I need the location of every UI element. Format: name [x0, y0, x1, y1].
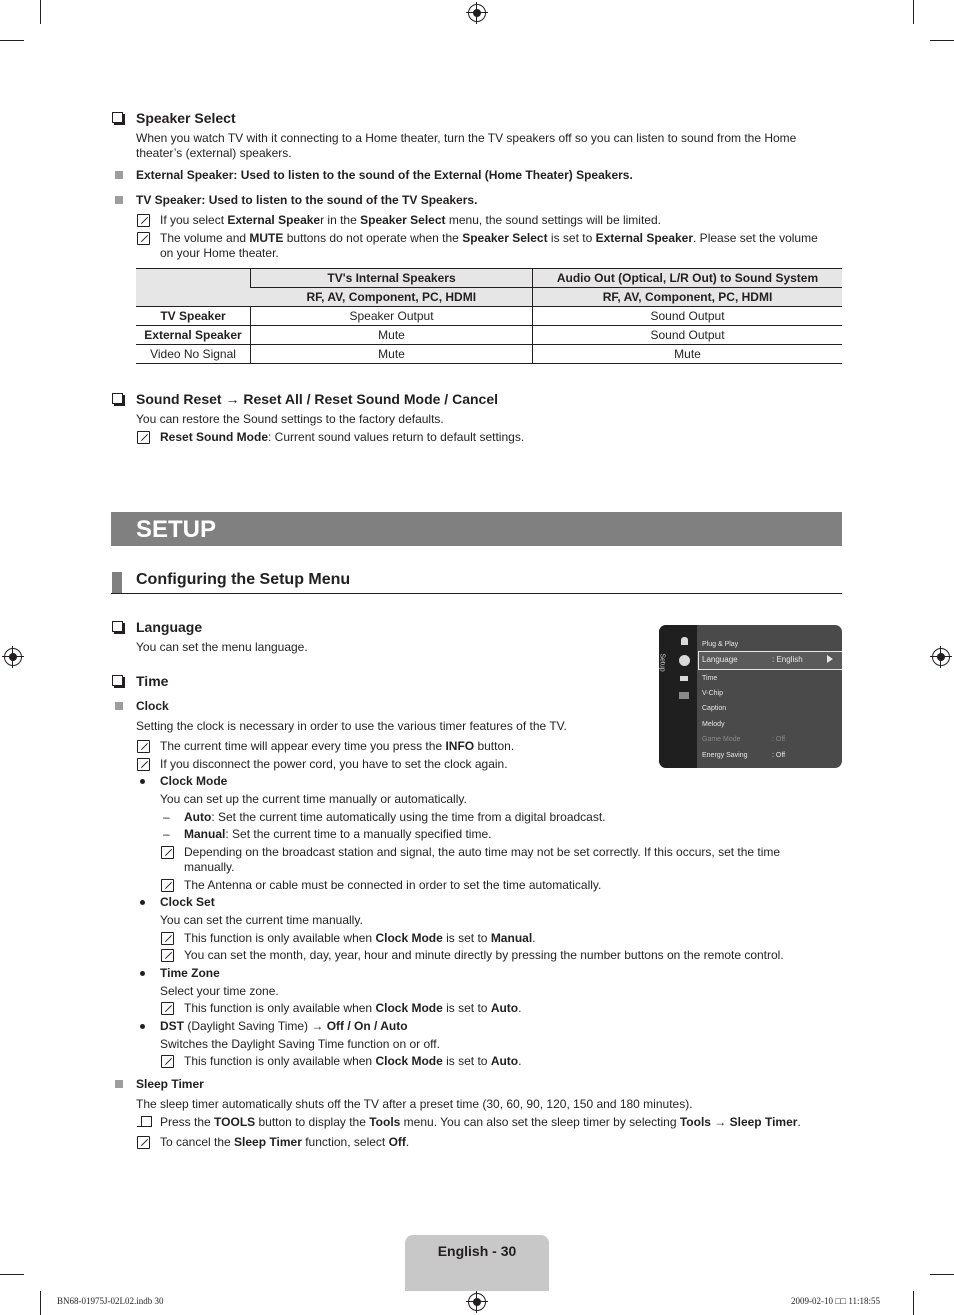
- osd-item-energy-saving: Energy Saving: [702, 752, 748, 759]
- table-header-cell: [136, 269, 251, 307]
- table-header-cell: RF, AV, Component, PC, HDMI: [251, 288, 533, 307]
- dst-desc: Switches the Daylight Saving Time function on or off.: [160, 1037, 440, 1051]
- speaker-select-intro: When you watch TV with it connecting to a Home theater, turn the TV speakers off so you can listen to sound from the Home theater’s (external) speakers.: [136, 131, 797, 160]
- checkbox-bullet-icon: [112, 112, 123, 123]
- note-icon: [161, 932, 174, 945]
- table-row: [136, 307, 842, 326]
- note-icon: [161, 1055, 174, 1068]
- sleep-timer-title: Sleep Timer: [136, 1077, 204, 1091]
- clock-title: Clock: [136, 699, 169, 713]
- crop-mark: [930, 1274, 954, 1275]
- speaker-note-1: If you select External Speaker in the Speaker Select menu, the sound settings will be limited.: [160, 213, 661, 227]
- table-cell: Speaker Output: [251, 307, 533, 326]
- setup-menu-screenshot: [659, 625, 842, 768]
- note-icon: [161, 949, 174, 962]
- table-cell: Video No Signal: [136, 345, 251, 364]
- speaker-output-table: [136, 268, 842, 364]
- clock-set-note-1: This function is only available when Clock Mode is set to Manual.: [184, 931, 536, 945]
- dst-note: This function is only available when Clock Mode is set to Auto.: [184, 1054, 522, 1068]
- footer-file-info: BN68-01975J-02L02.indb 30: [57, 1296, 164, 1306]
- square-bullet-icon: [115, 171, 123, 179]
- note-icon: [137, 431, 150, 444]
- clock-set-note-2: You can set the month, day, year, hour and minute directly by pressing the number buttons on the remote control.: [184, 948, 784, 962]
- note-icon: [161, 846, 174, 859]
- osd-value-language: : English: [772, 655, 803, 664]
- osd-item-melody: Melody: [702, 721, 725, 728]
- tv-speaker-bullet: TV Speaker: Used to listen to the sound of the TV Speakers.: [136, 193, 478, 207]
- dot-bullet-icon: [140, 1024, 145, 1029]
- note-icon: [137, 214, 150, 227]
- footer-timestamp: 2009-02-10 □□ 11:18:55: [791, 1296, 881, 1306]
- osd-value-energy-saving: : Off: [772, 752, 786, 759]
- antenna-icon: [680, 676, 688, 681]
- osd-side-label: Setup: [659, 653, 666, 672]
- gear-icon: [679, 655, 690, 666]
- input-icon: [679, 692, 689, 699]
- table-cell: External Speaker: [136, 326, 251, 345]
- crop-mark: [0, 1274, 24, 1275]
- info-note-icon: [137, 740, 150, 753]
- osd-item-vchip: V-Chip: [702, 690, 724, 697]
- clock-mode-note-2: The Antenna or cable must be connected in order to set the time automatically.: [184, 878, 602, 892]
- osd-item-game-mode: Game Mode: [702, 736, 741, 743]
- table-cell: Sound Output: [533, 326, 843, 345]
- clock-mode-title: Clock Mode: [160, 774, 228, 788]
- crop-mark: [40, 0, 41, 24]
- sleep-timer-tools-note: Press the TOOLS button to display the Tools menu. You can also set the sleep timer by selecting Tools → Sleep Timer.: [160, 1115, 801, 1129]
- dot-bullet-icon: [140, 779, 145, 784]
- dst-title: DST (Daylight Saving Time) → Off / On / Auto: [160, 1019, 408, 1033]
- time-title: Time: [136, 673, 169, 689]
- setup-section-banner: [111, 512, 842, 546]
- clock-mode-desc: You can set up the current time manually or automatically.: [160, 792, 467, 806]
- osd-value-game-mode: : Off: [772, 736, 786, 743]
- osd-sidebar: [659, 625, 697, 768]
- note-icon: [161, 1002, 174, 1015]
- sound-reset-desc: You can restore the Sound settings to the factory defaults.: [136, 412, 444, 426]
- language-desc: You can set the menu language.: [136, 640, 308, 654]
- crop-mark: [930, 40, 954, 41]
- dash-bullet-icon: –: [163, 810, 170, 824]
- checkbox-bullet-icon: [112, 393, 123, 404]
- registration-mark-icon: [468, 1293, 486, 1311]
- time-zone-desc: Select your time zone.: [160, 984, 279, 998]
- crop-mark: [913, 0, 914, 24]
- dash-bullet-icon: –: [163, 827, 170, 841]
- page-number: English - 30: [437, 1243, 517, 1259]
- osd-item-plug-play: Plug & Play: [702, 641, 739, 648]
- clock-set-title: Clock Set: [160, 895, 215, 909]
- square-bullet-icon: [115, 1080, 123, 1088]
- time-zone-title: Time Zone: [160, 966, 220, 980]
- speaker-note-2: The volume and MUTE buttons do not operate when the Speaker Select is set to External Speaker. Please set the volume on your Home theater.: [160, 231, 818, 260]
- clock-set-desc: You can set the current time manually.: [160, 913, 363, 927]
- crop-mark: [0, 40, 24, 41]
- osd-item-caption: Caption: [702, 705, 727, 712]
- table-row: [136, 345, 842, 364]
- clock-mode-note-1: Depending on the broadcast station and signal, the auto time may not be set correctly. If this occurs, set the time manually.: [184, 845, 781, 874]
- note-icon: [137, 758, 150, 771]
- time-zone-note: This function is only available when Clock Mode is set to Auto.: [184, 1001, 522, 1015]
- clock-mode-auto: Auto: Set the current time automatically using the time from a digital broadcast.: [184, 810, 606, 824]
- square-bullet-icon: [115, 196, 123, 204]
- square-bullet-icon: [115, 702, 123, 710]
- osd-item-time: Time: [702, 675, 718, 682]
- sound-reset-note: Reset Sound Mode: Current sound values return to default settings.: [160, 430, 525, 444]
- crop-mark: [40, 1291, 41, 1315]
- speaker-select-title: Speaker Select: [136, 110, 236, 126]
- table-cell: Sound Output: [533, 307, 843, 326]
- table-cell: Mute: [251, 345, 533, 364]
- clock-note-1: The current time will appear every time you press the INFO button.: [160, 739, 515, 753]
- dot-bullet-icon: [140, 900, 145, 905]
- osd-item-language: Language: [702, 655, 738, 664]
- tools-icon: [137, 1116, 151, 1128]
- checkbox-bullet-icon: [112, 621, 123, 632]
- table-cell: Mute: [251, 326, 533, 345]
- picture-icon: [681, 637, 688, 645]
- clock-note-2: If you disconnect the power cord, you have to set the clock again.: [160, 757, 508, 771]
- language-title: Language: [136, 619, 203, 635]
- table-cell: Mute: [533, 345, 843, 364]
- sleep-timer-desc: The sleep timer automatically shuts off the TV after a preset time (30, 60, 90, 120, 150 and 180 minutes).: [136, 1097, 693, 1111]
- table-header-row: [136, 269, 842, 288]
- subheading-rule: [111, 593, 842, 594]
- registration-mark-icon: [468, 4, 486, 22]
- table-header-cell: RF, AV, Component, PC, HDMI: [533, 288, 843, 307]
- sleep-timer-note: To cancel the Sleep Timer function, select Off.: [160, 1135, 410, 1149]
- table-header-cell: TV's Internal Speakers: [251, 269, 533, 288]
- registration-mark-icon: [932, 648, 950, 666]
- clock-mode-manual: Manual: Set the current time to a manually specified time.: [184, 827, 492, 841]
- table-header-cell: Audio Out (Optical, L/R Out) to Sound System: [533, 269, 843, 288]
- crop-mark: [913, 1291, 914, 1315]
- setup-banner-title: SETUP: [136, 516, 217, 543]
- table-cell: TV Speaker: [136, 307, 251, 326]
- arrow-right-icon: [827, 655, 833, 663]
- note-icon: [161, 879, 174, 892]
- external-speaker-bullet: External Speaker: Used to listen to the sound of the External (Home Theater) Speakers.: [136, 168, 633, 182]
- dot-bullet-icon: [140, 971, 145, 976]
- checkbox-bullet-icon: [112, 675, 123, 686]
- note-icon: [137, 1136, 150, 1149]
- table-row: [136, 326, 842, 345]
- sound-reset-title: Sound Reset → Reset All / Reset Sound Mode / Cancel: [136, 391, 498, 407]
- clock-desc: Setting the clock is necessary in order to use the various timer features of the TV.: [136, 719, 567, 733]
- subheading-marker: [112, 572, 122, 594]
- page-number-tab: [405, 1235, 549, 1291]
- note-icon: [137, 232, 150, 245]
- registration-mark-icon: [4, 648, 22, 666]
- configuring-setup-title: Configuring the Setup Menu: [136, 571, 351, 588]
